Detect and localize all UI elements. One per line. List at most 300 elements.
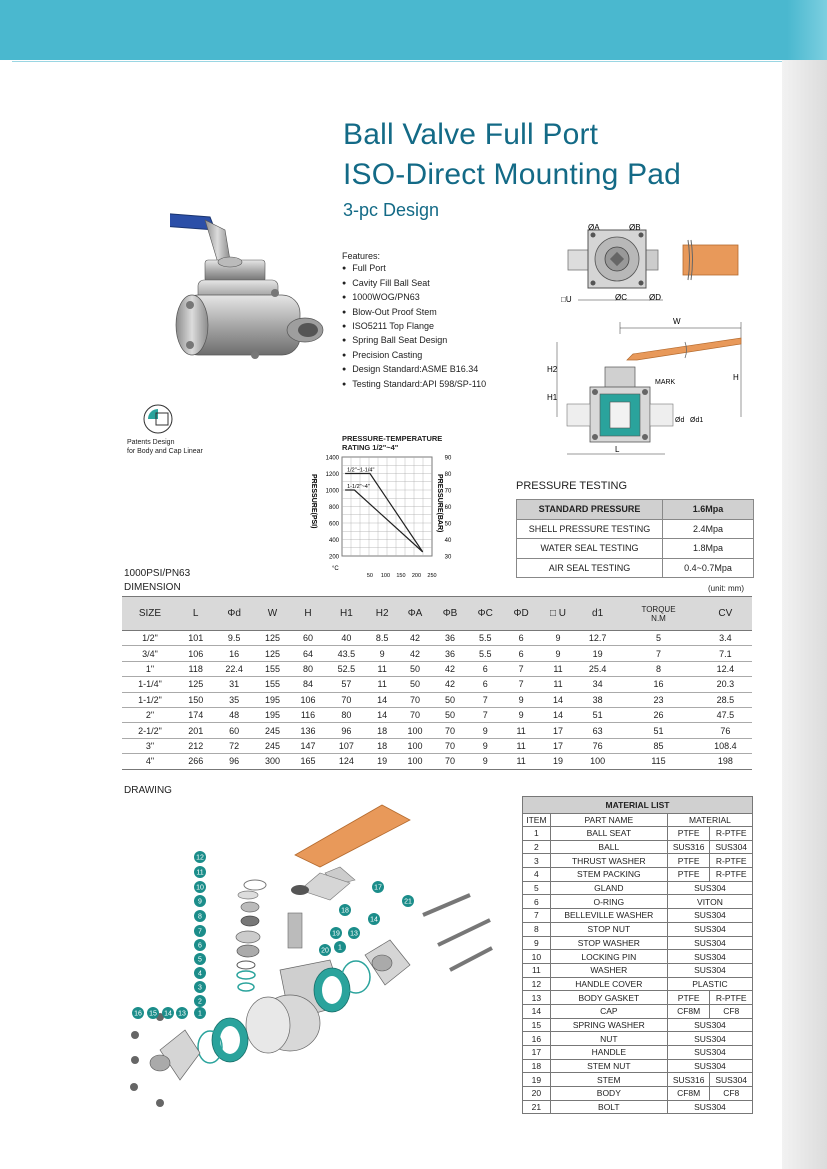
dim-cell: 70: [397, 692, 432, 707]
label-mark: MARK: [655, 379, 676, 386]
material-item-no: 14: [523, 1004, 551, 1018]
material-part-name: LOCKING PIN: [550, 950, 667, 964]
material-value-alt: SUS304: [710, 1073, 753, 1087]
material-value: SUS304: [667, 1059, 752, 1073]
dim-cell: 155: [255, 661, 290, 676]
material-item-no: 6: [523, 895, 551, 909]
material-value-alt: R-PTFE: [710, 991, 753, 1005]
callout-badge: [330, 927, 342, 939]
material-row: [523, 840, 753, 854]
dim-cell: 60: [290, 631, 325, 646]
material-row: [523, 827, 753, 841]
dim-col-header: Φd: [213, 597, 254, 631]
dim-cell: 48: [213, 707, 254, 722]
dim-cell: 165: [290, 754, 325, 769]
material-row: [523, 868, 753, 882]
material-row: [523, 1073, 753, 1087]
dim-cell: 9: [467, 754, 503, 769]
material-part-name: HANDLE COVER: [550, 977, 667, 991]
dim-cell: 174: [178, 707, 213, 722]
dim-cell: 136: [290, 723, 325, 738]
bar-tick-label: 90: [444, 455, 452, 462]
pressure-test-name: STANDARD PRESSURE: [517, 500, 663, 520]
dim-cell: 7: [503, 661, 539, 676]
callout-number: 17: [374, 884, 382, 892]
material-row: [523, 1087, 753, 1101]
pressure-test-value: 1.6Mpa: [663, 500, 754, 520]
dim-cell: 6: [503, 631, 539, 646]
bar-tick-label: 80: [444, 472, 452, 478]
material-item-no: 19: [523, 1073, 551, 1087]
callout-number: 18: [341, 907, 349, 915]
dim-row: [122, 646, 752, 661]
material-row: [523, 936, 753, 950]
feature-item: ● 1000WOG/PN63: [342, 291, 486, 305]
dim-cell: 266: [178, 754, 213, 769]
material-row: [523, 1004, 753, 1018]
dim-col-header: SIZE: [122, 597, 178, 631]
material-item-no: 21: [523, 1100, 551, 1114]
dim-cell: 96: [213, 754, 254, 769]
dim-cell: 70: [433, 738, 468, 753]
material-value: SUS304: [667, 1032, 752, 1046]
material-item-no: 11: [523, 963, 551, 977]
pressure-test-name: SHELL PRESSURE TESTING: [517, 519, 663, 539]
callout-badge: [194, 939, 206, 951]
dim-cell: 8: [618, 661, 698, 676]
page-edge-shadow: [782, 60, 827, 1169]
callout-number: 5: [198, 956, 202, 964]
psi-tick-label: 1400: [325, 455, 339, 462]
dim-cell: 50: [397, 677, 432, 692]
material-row: [523, 909, 753, 923]
dim-cell: 42: [433, 661, 468, 676]
pressure-row: [517, 558, 754, 578]
rating-caption: 1000PSI/PN63: [124, 568, 191, 579]
dim-size: 4": [122, 754, 178, 769]
dim-cell: 70: [433, 754, 468, 769]
material-item-no: 17: [523, 1046, 551, 1060]
callout-badge: [194, 925, 206, 937]
callout-number: 13: [350, 930, 358, 938]
dim-cell: 245: [255, 723, 290, 738]
material-part-name: STEM NUT: [550, 1059, 667, 1073]
dim-cell: 43.5: [326, 646, 367, 661]
callout-badge: [372, 881, 384, 893]
dim-cell: 14: [539, 707, 577, 722]
dim-cell: 100: [397, 754, 432, 769]
dim-cell: 25.4: [577, 661, 618, 676]
label-w: W: [673, 317, 681, 326]
chart-plot: [300, 432, 465, 582]
material-item-no: 4: [523, 868, 551, 882]
dim-cell: 212: [178, 738, 213, 753]
dim-cell: 11: [367, 677, 397, 692]
dim-cell: 6: [467, 677, 503, 692]
dim-col-header-line: TORQUE: [641, 604, 676, 614]
material-row: [523, 1018, 753, 1032]
label-oa: ØA: [588, 223, 600, 232]
material-part-name: GLAND: [550, 881, 667, 895]
dim-cell: 11: [503, 723, 539, 738]
dim-cell: 42: [433, 677, 468, 692]
bar-tick-label: 30: [444, 554, 452, 561]
pressure-temperature-chart: [300, 432, 465, 582]
material-row: [523, 1032, 753, 1046]
dim-cell: 36: [433, 646, 468, 661]
dim-cell: 9: [539, 646, 577, 661]
dim-cell: 42: [397, 646, 432, 661]
material-item-no: 2: [523, 840, 551, 854]
psi-tick-label: 600: [328, 521, 339, 528]
material-row: [523, 881, 753, 895]
dim-cell: 60: [213, 723, 254, 738]
callout-badge: [194, 981, 206, 993]
unit-label: (unit: mm): [708, 584, 744, 593]
callout-number: 2: [198, 998, 202, 1006]
dim-cell: 125: [255, 646, 290, 661]
callout-number: 9: [198, 898, 202, 906]
dim-row: [122, 723, 752, 738]
page-subtitle: 3-pc Design: [343, 200, 440, 220]
callout-number: 21: [404, 898, 412, 906]
feature-item: ● Design Standard:ASME B16.34: [342, 363, 486, 377]
feature-item: ● Cavity Fill Ball Seat: [342, 277, 486, 291]
dim-cell: 50: [433, 707, 468, 722]
callout-number: 15: [149, 1010, 157, 1018]
exploded-drawing: [120, 795, 520, 1130]
series-label: 1/2"~1-1/4": [347, 467, 375, 474]
features-list: [342, 250, 486, 392]
dim-row: [122, 677, 752, 692]
callout-badge: [194, 895, 206, 907]
header-band: [0, 0, 827, 60]
callout-badge: [194, 953, 206, 965]
dim-col-header: H1: [326, 597, 367, 631]
material-row: [523, 950, 753, 964]
feature-item: ● Precision Casting: [342, 349, 486, 363]
bar-tick-label: 50: [444, 521, 452, 528]
dim-cell: 100: [397, 723, 432, 738]
dim-cell: 150: [178, 692, 213, 707]
callout-number: 7: [198, 928, 202, 936]
dim-cell: 34: [577, 677, 618, 692]
callout-badge: [162, 1007, 174, 1019]
material-part-name: THRUST WASHER: [550, 854, 667, 868]
material-item-no: 7: [523, 909, 551, 923]
material-part-name: BODY GASKET: [550, 991, 667, 1005]
dim-cell: 9: [467, 738, 503, 753]
dimension-table: [122, 596, 752, 770]
material-value: SUS304: [667, 1018, 752, 1032]
col-part-name: PART NAME: [550, 814, 667, 827]
dim-size: 1-1/4": [122, 677, 178, 692]
material-value-alt: CF8: [710, 1004, 753, 1018]
material-value: SUS316: [667, 1073, 710, 1087]
callout-badge: [194, 881, 206, 893]
material-part-name: SPRING WASHER: [550, 1018, 667, 1032]
dim-cell: 50: [433, 692, 468, 707]
material-item-no: 3: [523, 854, 551, 868]
dim-cell: 17: [539, 738, 577, 753]
dim-cell: 5.5: [467, 631, 503, 646]
dim-row: [122, 707, 752, 722]
dim-cell: 5.5: [467, 646, 503, 661]
bar-tick-label: 40: [444, 538, 452, 544]
dim-col-header: □ U: [539, 597, 577, 631]
material-value: SUS304: [667, 950, 752, 964]
x-unit-label: °C: [332, 566, 339, 572]
dim-cell: 72: [213, 738, 254, 753]
pressure-test-value: 1.8Mpa: [663, 539, 754, 559]
dim-cell: 11: [367, 661, 397, 676]
dim-cell: 9.5: [213, 631, 254, 646]
dim-size: 3": [122, 738, 178, 753]
dim-cell: 201: [178, 723, 213, 738]
dim-cell: 70: [433, 723, 468, 738]
dim-cell: 18: [367, 738, 397, 753]
material-value: SUS304: [667, 1046, 752, 1060]
dim-size: 2-1/2": [122, 723, 178, 738]
dim-col-header: CV: [699, 597, 752, 631]
dim-col-header: [618, 597, 698, 631]
dim-cell: 12.7: [577, 631, 618, 646]
dim-cell: 11: [539, 677, 577, 692]
dim-cell: 38: [577, 692, 618, 707]
material-item-no: 15: [523, 1018, 551, 1032]
callout-badge: [194, 967, 206, 979]
material-value: PTFE: [667, 868, 710, 882]
callout-badge: [176, 1007, 188, 1019]
header-band-edge: [787, 0, 827, 60]
label-h1: H1: [547, 393, 558, 402]
pressure-testing-table: [516, 499, 754, 578]
material-value-alt: SUS304: [710, 840, 753, 854]
material-value: SUS304: [667, 1100, 752, 1114]
dim-cell: 16: [213, 646, 254, 661]
dim-cell: 7: [467, 692, 503, 707]
dimension-caption: DIMENSION: [124, 582, 181, 593]
callout-number: 3: [198, 984, 202, 992]
dim-row: [122, 692, 752, 707]
dim-size: 2": [122, 707, 178, 722]
dim-cell: 9: [503, 692, 539, 707]
pressure-test-name: AIR SEAL TESTING: [517, 558, 663, 578]
dim-col-header: H2: [367, 597, 397, 631]
dim-cell: 9: [539, 631, 577, 646]
material-value: VITON: [667, 895, 752, 909]
material-value: SUS304: [667, 963, 752, 977]
dim-cell: 19: [577, 646, 618, 661]
right-axis-label: PRESSURE(BAR): [436, 474, 443, 533]
patent-line2: for Body and Cap Linear: [127, 448, 203, 455]
dim-cell: 101: [178, 631, 213, 646]
material-item-no: 1: [523, 827, 551, 841]
callout-number: 6: [198, 942, 202, 950]
dim-cell: 23: [618, 692, 698, 707]
dim-cell: 7: [503, 677, 539, 692]
dim-cell: 7: [467, 707, 503, 722]
material-part-name: BELLEVILLE WASHER: [550, 909, 667, 923]
callout-badge: [147, 1007, 159, 1019]
pressure-row: [517, 519, 754, 539]
dim-size: 3/4": [122, 646, 178, 661]
x-tick-label: 100: [380, 573, 391, 579]
dim-cell: 16: [618, 677, 698, 692]
psi-tick-label: 400: [328, 538, 339, 544]
callout-number: 20: [321, 947, 329, 955]
col-material: MATERIAL: [667, 814, 752, 827]
material-item-no: 20: [523, 1087, 551, 1101]
dim-size: 1-1/2": [122, 692, 178, 707]
left-axis-label: PRESSURE(PSI): [310, 474, 317, 529]
dim-cell: 155: [255, 677, 290, 692]
bar-tick-label: 60: [444, 505, 452, 511]
callout-badge: [194, 866, 206, 878]
material-value-alt: R-PTFE: [710, 827, 753, 841]
material-value-alt: R-PTFE: [710, 868, 753, 882]
dim-cell: 22.4: [213, 661, 254, 676]
dim-cell: 6: [467, 661, 503, 676]
material-part-name: BALL SEAT: [550, 827, 667, 841]
dim-cell: 116: [290, 707, 325, 722]
feature-item: ● Spring Ball Seat Design: [342, 334, 486, 348]
material-value: PTFE: [667, 827, 710, 841]
dim-cell: 70: [326, 692, 367, 707]
dim-cell: 96: [326, 723, 367, 738]
dim-col-header: ΦA: [397, 597, 432, 631]
dim-cell: 76: [577, 738, 618, 753]
dim-cell: 47.5: [699, 707, 752, 722]
dim-cell: 9: [367, 646, 397, 661]
dim-cell: 11: [503, 754, 539, 769]
dim-cell: 100: [397, 738, 432, 753]
dim-cell: 14: [367, 707, 397, 722]
material-part-name: STEM PACKING: [550, 868, 667, 882]
dim-cell: 64: [290, 646, 325, 661]
material-part-name: NUT: [550, 1032, 667, 1046]
material-row: [523, 1046, 753, 1060]
dim-cell: 80: [290, 661, 325, 676]
feature-item: ● Testing Standard:API 598/SP-110: [342, 378, 486, 392]
dim-cell: 11: [539, 661, 577, 676]
label-ob: ØB: [629, 223, 641, 232]
material-item-no: 10: [523, 950, 551, 964]
col-item: ITEM: [523, 814, 551, 827]
dim-cell: 11: [503, 738, 539, 753]
material-part-name: STOP WASHER: [550, 936, 667, 950]
dim-col-header: d1: [577, 597, 618, 631]
material-value: SUS304: [667, 922, 752, 936]
dim-cell: 195: [255, 707, 290, 722]
material-row: [523, 922, 753, 936]
pressure-test-value: 0.4~0.7Mpa: [663, 558, 754, 578]
material-part-name: STEM: [550, 1073, 667, 1087]
material-value: PTFE: [667, 854, 710, 868]
patent-seat-icon: [142, 403, 174, 435]
dim-cell: 124: [326, 754, 367, 769]
callout-number: 14: [164, 1010, 172, 1018]
material-value: SUS304: [667, 881, 752, 895]
callout-badge: [319, 944, 331, 956]
callout-number: 11: [196, 869, 204, 877]
material-part-name: CAP: [550, 1004, 667, 1018]
dim-cell: 57: [326, 677, 367, 692]
material-row: [523, 1100, 753, 1114]
dim-row: [122, 631, 752, 646]
dim-cell: 8.5: [367, 631, 397, 646]
label-l: L: [615, 445, 620, 454]
callout-badge: [194, 910, 206, 922]
callout-badge: [194, 851, 206, 863]
page-title-line2: ISO-Direct Mounting Pad: [343, 158, 682, 191]
material-value: CF8M: [667, 1087, 710, 1101]
callout-number: 10: [196, 884, 204, 892]
material-item-no: 16: [523, 1032, 551, 1046]
dim-cell: 51: [577, 707, 618, 722]
dim-cell: 28.5: [699, 692, 752, 707]
x-tick-label: 50: [366, 573, 373, 579]
dim-cell: 106: [178, 646, 213, 661]
dim-col-header: ΦC: [467, 597, 503, 631]
callout-badge: [194, 1007, 206, 1019]
callout-badge: [194, 995, 206, 1007]
dim-row: [122, 738, 752, 753]
dim-cell: 107: [326, 738, 367, 753]
x-tick-label: 150: [396, 573, 406, 579]
callout-number: 1: [198, 1010, 202, 1018]
dim-cell: 36: [433, 631, 468, 646]
material-part-name: BOLT: [550, 1100, 667, 1114]
dim-cell: 198: [699, 754, 752, 769]
header-rule: [12, 61, 782, 62]
top-view-diagram: [553, 218, 743, 308]
label-h: H: [733, 373, 739, 382]
pressure-testing-title: PRESSURE TESTING: [516, 480, 628, 492]
dim-cell: 245: [255, 738, 290, 753]
callout-number: 12: [196, 854, 204, 862]
callout-number: 4: [198, 970, 202, 978]
callout-badge: [402, 895, 414, 907]
callout-number: 13: [178, 1010, 186, 1018]
material-row: [523, 963, 753, 977]
dim-cell: 14: [539, 692, 577, 707]
material-item-no: 9: [523, 936, 551, 950]
material-item-no: 8: [523, 922, 551, 936]
dim-cell: 115: [618, 754, 698, 769]
callout-badge: [339, 904, 351, 916]
dim-cell: 19: [539, 754, 577, 769]
label-phid: Ød: [675, 417, 685, 424]
callout-badge: [334, 941, 346, 953]
x-tick-label: 250: [427, 573, 437, 579]
material-value-alt: R-PTFE: [710, 854, 753, 868]
material-item-no: 5: [523, 881, 551, 895]
dim-col-header: L: [178, 597, 213, 631]
series-label: 1-1/2"~4": [347, 484, 370, 490]
dim-cell: 5: [618, 631, 698, 646]
feature-item: ● Blow-Out Proof Stem: [342, 306, 486, 320]
material-part-name: BODY: [550, 1087, 667, 1101]
material-row: [523, 1059, 753, 1073]
chart-title-line2: RATING 1/2"~4": [342, 443, 399, 452]
material-row: [523, 977, 753, 991]
dim-cell: 7.1: [699, 646, 752, 661]
material-value: CF8M: [667, 1004, 710, 1018]
chart-title-line1: PRESSURE-TEMPERATURE: [342, 434, 443, 443]
dim-cell: 19: [367, 754, 397, 769]
dim-col-header: ΦB: [433, 597, 468, 631]
